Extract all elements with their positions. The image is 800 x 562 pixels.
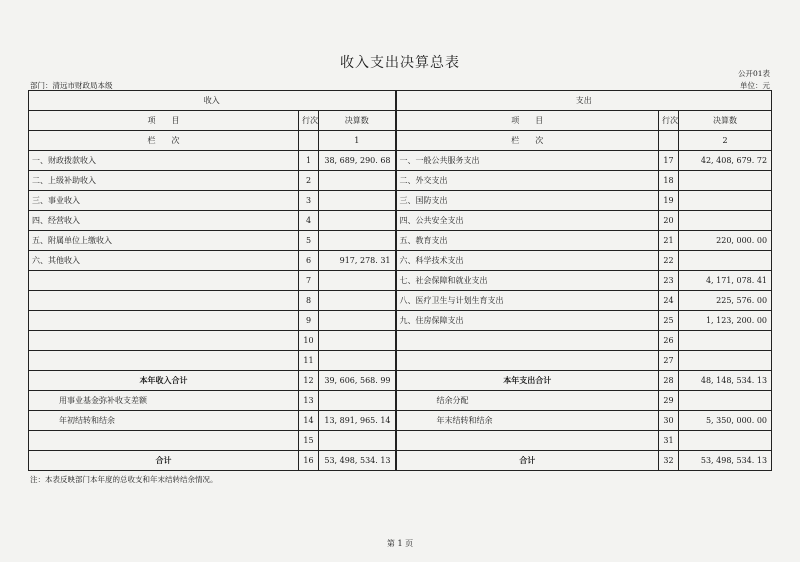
expense-row-number: 30 <box>659 411 679 431</box>
table-row <box>29 291 772 311</box>
income-amount <box>319 351 396 371</box>
expense-amount <box>679 171 772 191</box>
expense-item-label <box>396 431 659 451</box>
expense-item-label: 本年支出合计 <box>396 371 659 391</box>
expense-item-label <box>396 351 659 371</box>
summary-row <box>29 411 772 431</box>
table-row <box>29 191 772 211</box>
income-amount <box>319 431 396 451</box>
form-number: 公开01表 <box>737 69 770 78</box>
expense-amount <box>679 211 772 231</box>
expense-row-number: 22 <box>659 251 679 271</box>
table-row <box>29 351 772 371</box>
expense-row-number: 18 <box>659 171 679 191</box>
page-number: 第 1 页 <box>386 539 414 548</box>
income-amount <box>319 231 396 251</box>
expense-item-label: 结余分配 <box>396 391 659 411</box>
income-amount: 53, 498, 534. 13 <box>319 451 396 471</box>
budget-table <box>28 90 772 471</box>
expense-item-label: 九、住房保障支出 <box>396 311 659 331</box>
detail-rows <box>29 151 772 371</box>
expense-item-label <box>396 331 659 351</box>
income-row-number: 15 <box>299 431 319 451</box>
income-amount <box>319 331 396 351</box>
income-amount: 39, 606, 568. 99 <box>319 371 396 391</box>
income-amount: 38, 689, 290. 68 <box>319 151 396 171</box>
expense-item-label: 四、公共安全支出 <box>396 211 659 231</box>
expense-row-number: 17 <box>659 151 679 171</box>
income-item-label: 本年收入合计 <box>29 371 299 391</box>
income-item-label: 合计 <box>29 451 299 471</box>
expense-amount: 42, 408, 679. 72 <box>679 151 772 171</box>
income-colnum: 1 <box>319 131 396 151</box>
expense-item-label: 二、外交支出 <box>396 171 659 191</box>
income-row-number: 1 <box>299 151 319 171</box>
income-item-label: 四、经营收入 <box>29 211 299 231</box>
income-amount <box>319 391 396 411</box>
income-row-number: 10 <box>299 331 319 351</box>
expense-amount <box>679 351 772 371</box>
income-row-number: 12 <box>299 371 319 391</box>
income-amount-header: 决算数 <box>319 111 396 131</box>
income-row-number: 2 <box>299 171 319 191</box>
income-column-label: 栏 次 <box>29 131 299 151</box>
income-amount <box>319 271 396 291</box>
expense-row-header: 行次 <box>659 111 679 131</box>
income-row-number: 14 <box>299 411 319 431</box>
expense-item-label: 一、一般公共服务支出 <box>396 151 659 171</box>
expense-item-label: 合计 <box>396 451 659 471</box>
expense-row-number: 32 <box>659 451 679 471</box>
income-item-label: 六、其他收入 <box>29 251 299 271</box>
expense-amount <box>679 331 772 351</box>
income-item-label: 一、财政拨款收入 <box>29 151 299 171</box>
summary-row <box>29 431 772 451</box>
income-header: 收入 <box>29 91 396 111</box>
income-row-number: 8 <box>299 291 319 311</box>
table-row <box>29 311 772 331</box>
expense-amount: 53, 498, 534. 13 <box>679 451 772 471</box>
table-row <box>29 211 772 231</box>
table-header-colnum <box>29 131 772 151</box>
expense-amount <box>679 251 772 271</box>
income-row-number: 7 <box>299 271 319 291</box>
expense-amount <box>679 431 772 451</box>
table-row <box>29 231 772 251</box>
income-row-number: 11 <box>299 351 319 371</box>
expense-colnum: 2 <box>679 131 772 151</box>
table-header-columns <box>29 111 772 131</box>
income-item-label <box>29 311 299 331</box>
expense-row-number: 21 <box>659 231 679 251</box>
income-amount <box>319 291 396 311</box>
expense-amount <box>679 391 772 411</box>
summary-row <box>29 391 772 411</box>
income-item-label <box>29 271 299 291</box>
income-item-label <box>29 291 299 311</box>
income-item-label: 五、附属单位上缴收入 <box>29 231 299 251</box>
income-item-label <box>29 351 299 371</box>
footnote: 注：本表反映部门本年度的总收支和年末结转结余情况。 <box>30 475 218 484</box>
expense-item-label: 六、科学技术支出 <box>396 251 659 271</box>
summary-row <box>29 451 772 471</box>
income-item-header: 项 目 <box>29 111 299 131</box>
expense-colnum-blank <box>659 131 679 151</box>
income-row-number: 5 <box>299 231 319 251</box>
expense-item-label: 八、医疗卫生与计划生育支出 <box>396 291 659 311</box>
unit-label: 单位：元 <box>740 81 770 90</box>
income-item-label <box>29 431 299 451</box>
income-amount <box>319 171 396 191</box>
table-row <box>29 151 772 171</box>
expense-header: 支出 <box>396 91 772 111</box>
expense-amount <box>679 191 772 211</box>
expense-column-label: 栏 次 <box>396 131 659 151</box>
table-row <box>29 271 772 291</box>
expense-amount: 220, 000. 00 <box>679 231 772 251</box>
expense-item-label: 年末结转和结余 <box>396 411 659 431</box>
summary-row <box>29 371 772 391</box>
income-item-label: 二、上级补助收入 <box>29 171 299 191</box>
expense-row-number: 23 <box>659 271 679 291</box>
expense-item-label: 七、社会保障和就业支出 <box>396 271 659 291</box>
expense-amount: 1, 123, 200. 00 <box>679 311 772 331</box>
income-item-label: 用事业基金弥补收支差额 <box>29 391 299 411</box>
income-row-number: 6 <box>299 251 319 271</box>
expense-row-number: 26 <box>659 331 679 351</box>
expense-row-number: 28 <box>659 371 679 391</box>
income-amount <box>319 211 396 231</box>
income-amount: 13, 891, 965. 14 <box>319 411 396 431</box>
department-label: 部门：清远市财政局本级 <box>30 81 113 90</box>
income-item-label: 三、事业收入 <box>29 191 299 211</box>
income-row-header: 行次 <box>299 111 319 131</box>
expense-item-label: 五、教育支出 <box>396 231 659 251</box>
expense-row-number: 25 <box>659 311 679 331</box>
expense-row-number: 31 <box>659 431 679 451</box>
income-row-number: 3 <box>299 191 319 211</box>
income-row-number: 9 <box>299 311 319 331</box>
income-row-number: 16 <box>299 451 319 471</box>
income-row-number: 4 <box>299 211 319 231</box>
income-amount <box>319 311 396 331</box>
expense-amount: 48, 148, 534. 13 <box>679 371 772 391</box>
expense-amount: 5, 350, 000. 00 <box>679 411 772 431</box>
expense-row-number: 20 <box>659 211 679 231</box>
income-item-label: 年初结转和结余 <box>29 411 299 431</box>
expense-row-number: 24 <box>659 291 679 311</box>
summary-rows <box>29 371 772 471</box>
income-colnum-blank <box>299 131 319 151</box>
income-amount: 917, 278. 31 <box>319 251 396 271</box>
expense-row-number: 19 <box>659 191 679 211</box>
expense-item-header: 项 目 <box>396 111 659 131</box>
expense-amount-header: 决算数 <box>679 111 772 131</box>
expense-item-label: 三、国防支出 <box>396 191 659 211</box>
expense-row-number: 27 <box>659 351 679 371</box>
expense-amount: 225, 576. 00 <box>679 291 772 311</box>
income-item-label <box>29 331 299 351</box>
table-row <box>29 331 772 351</box>
report-title: 收入支出决算总表 <box>340 55 460 71</box>
table-header-section <box>29 91 772 111</box>
table-row <box>29 171 772 191</box>
expense-row-number: 29 <box>659 391 679 411</box>
table-row <box>29 251 772 271</box>
expense-amount: 4, 171, 078. 41 <box>679 271 772 291</box>
income-amount <box>319 191 396 211</box>
income-row-number: 13 <box>299 391 319 411</box>
